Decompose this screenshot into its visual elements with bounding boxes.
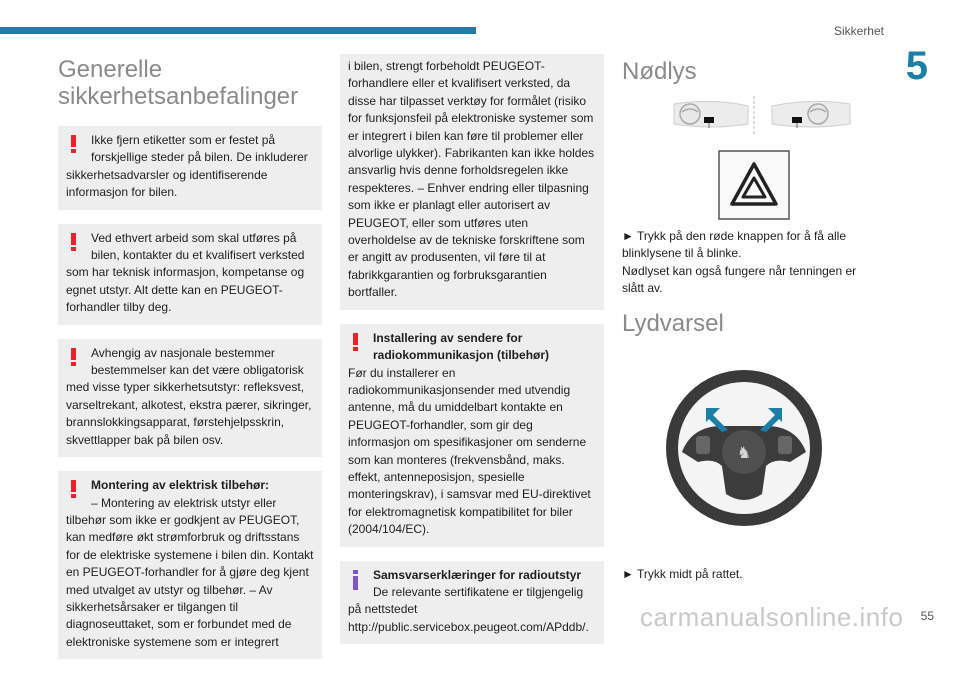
warning-box-radio: Installering av sendere for radiokommunikasjon (tilbehør) Før du installerer en radiokommunikasjonsender med utvendig antenne, må du umiddelbart kontakte en PEUGEOT-forhandler, som gir deg informasjon om spesifikasjoner om senderne som kan monteres (frekvensbånd, maks. effekt, antenneposisjon, spesielle monteringskrav), i samsvar med EU-direktivet for elektromagnetisk kompatibilitet for biler (2004/104/EC). [340,324,604,547]
warning-icon [71,233,76,251]
warning-box-labels: Ikke fjern etiketter som er festet på forskjellige steder på bilen. De inkluderer sikkerhetsadvarsler og identifiserende informasjon for bilen. [58,126,322,210]
section-name: Sikkerhet [833,24,884,38]
section-title-safety: Generelle sikkerhetsanbefalinger [58,56,299,110]
watermark: carmanualsonline.info [640,602,904,632]
chapter-number: 5 [905,44,928,88]
warning-box-continued: i bilen, strengt forbeholdt PEUGEOT-forhandlere eller et kvalifisert verksted, da disse har tilpasset verktøy for formålet (risiko for funksjonsfeil på elektroniske systemer som er integrert i bilen kan føre til problemer eller alvorlige ulykker). Fabrikanten kan ikke holdes ansvarlig hvis denne forholdsregelen ikke respekteres. – Enhver endring eller tilpasning som ikke er planlagt eller autorisert av PEUGEOT, eller som utføres uten overholdelse av de tekniske forskriftene som er angitt av produsenten, vil føre til at fabrikkgarantien og forbruksgarantien bortfaller. [340,54,604,310]
header-bar [0,27,476,34]
warning-box-equipment: Avhengig av nasjonale bestemmer bestemmelser kan det være obligatorisk med visse typer sikkerhetsutstyr: refleksvest, varseltrekant, alkotest, ekstra pærer, sikringer, brannslokkingsapparat, førstehjelpsskrin, skvettlapper bak på bilen osv. [58,339,322,457]
page-number: 55 [920,609,934,623]
warning-icon [353,333,358,351]
hazard-switch-location-illustration [672,96,872,136]
info-icon [353,570,358,590]
hazard-warning-icon [718,150,790,220]
warning-icon [71,480,76,498]
section-title-hazard: Nødlys [622,58,697,85]
svg-text:♞: ♞ [736,443,752,462]
steering-wheel-illustration [662,366,826,530]
hazard-instruction: ► Trykk på den røde knappen for å få alle blinklysene til å blinke. [622,229,846,261]
hazard-note: Nødlyset kan også fungere når tenningen er slått av. [622,263,857,296]
left-column [58,56,322,673]
warning-box-workshop: Ved ethvert arbeid som skal utføres på bilen, kontakter du et kvalifisert verksted som har teknisk informasjon, kompetanse og egnet utstyr. Alt dette kan en PEUGEOT-forhandler tilby deg. [58,224,322,325]
warning-icon [71,135,76,153]
right-column [622,54,866,581]
info-box-declarations: Samsvarserklæringer for radioutstyr De relevante sertifikatene er tilgjengelig på nettstedet http://public.servicebox.peugeot.com/APddb/. [340,561,604,645]
horn-instruction: ► Trykk midt på rattet. [622,567,743,581]
warning-box-electrical: Montering av elektrisk tilbehør: – Montering av elektrisk utstyr eller tilbehør som ikke er godkjent av PEUGEOT, kan medføre økt strømforbruk og driftsstans for de elektriske systemene i bilen din. Kontakt en PEUGEOT-forhandler for å gjøre deg kjent med utvalget av utstyr og tilbehør. – Av sikkerhetsårsaker er tilgangen til diagnoseuttaket, som er forbundet med de elektroniske systemene som er integrert [58,471,322,659]
warning-icon [71,348,76,366]
middle-column [340,54,604,658]
section-title-horn: Lydvarsel [622,310,724,337]
